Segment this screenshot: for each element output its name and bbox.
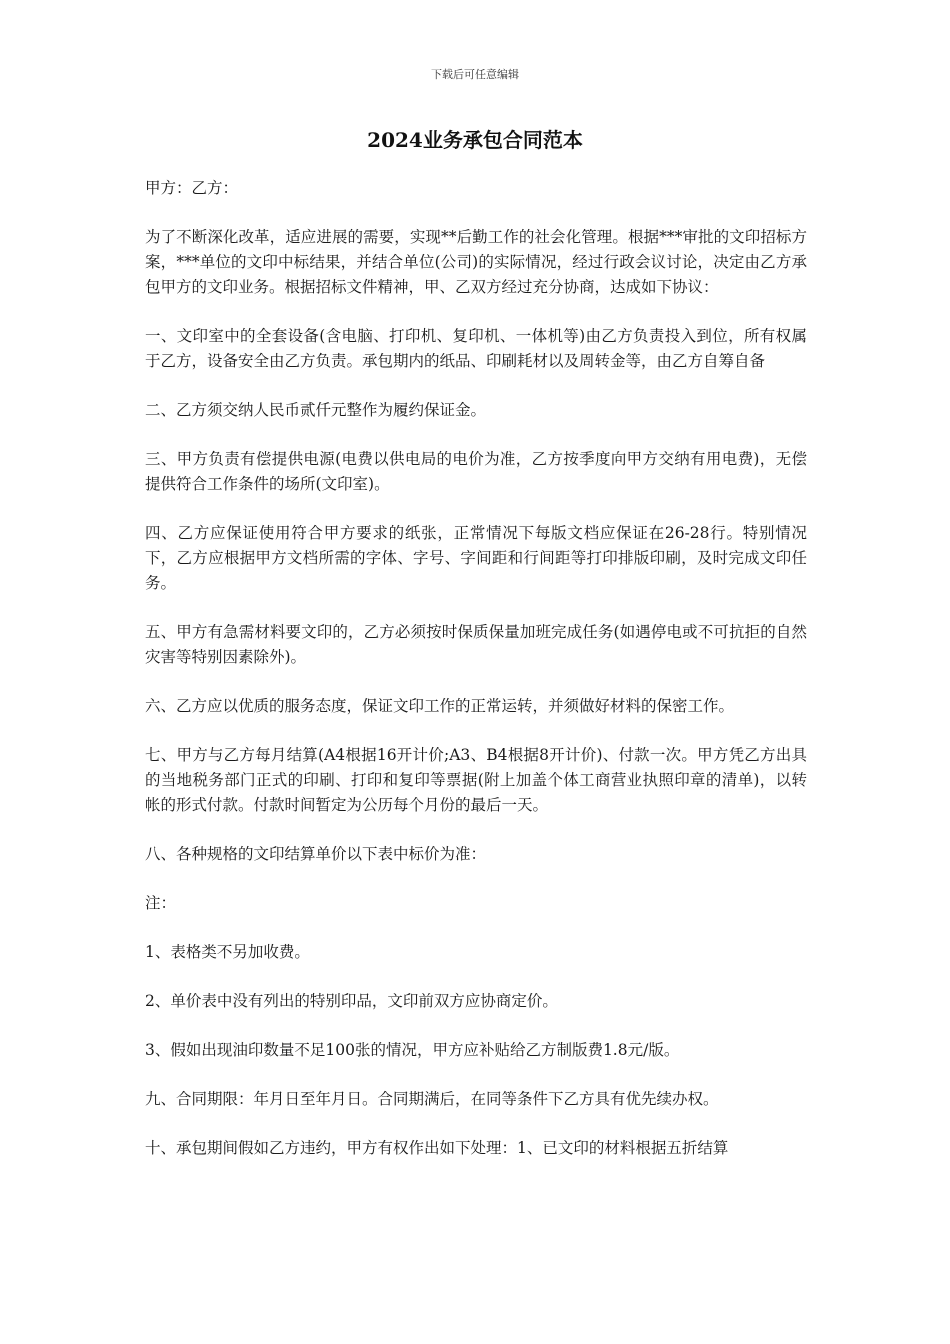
page-header-note: 下载后可任意编辑 <box>431 68 519 81</box>
document-title: 2024业务承包合同范本 <box>367 128 583 152</box>
clause-6: 六、乙方应以优质的服务态度，保证文印工作的正常运转，并须做好材料的保密工作。 <box>145 697 735 715</box>
clause-2: 二、乙方须交纳人民币贰仟元整作为履约保证金。 <box>145 401 487 419</box>
clause-5: 五、甲方有急需材料要文印的，乙方必须按时保质保量加班完成任务(如遇停电或不可抗拒的自然灾害等特别因素除外)。 <box>145 623 807 666</box>
note-label: 注： <box>145 894 177 912</box>
clause-8: 八、各种规格的文印结算单价以下表中标价为准： <box>145 845 487 863</box>
clause-4: 四、乙方应保证使用符合甲方要求的纸张，正常情况下每版文档应保证在26-28行。特别情况下，乙方应根据甲方文档所需的字体、字号、字间距和行间距等打印排版印刷，及时完成文印任务。 <box>145 524 807 592</box>
note-item-2: 2、单价表中没有列出的特别印品，文印前双方应协商定价。 <box>145 992 558 1010</box>
preamble-paragraph: 为了不断深化改革，适应进展的需要，实现**后勤工作的社会化管理。根据***审批的文印招标方案，***单位的文印中标结果，并结合单位(公司)的实际情况，经过行政会议讨论，决定由乙方承包甲方的文印业务。根据招标文件精神，甲、乙双方经过充分协商，达成如下协议： <box>145 228 807 296</box>
clause-10: 十、承包期间假如乙方违约，甲方有权作出如下处理：1、已文印的材料根据五折结算 <box>145 1139 729 1157</box>
clause-3: 三、甲方负责有偿提供电源(电费以供电局的电价为准，乙方按季度向甲方交纳有用电费)，无偿提供符合工作条件的场所(文印室)。 <box>145 450 807 493</box>
note-item-3: 3、假如出现油印数量不足100张的情况，甲方应补贴给乙方制版费1.8元/版。 <box>145 1041 680 1059</box>
party-line: 甲方：乙方： <box>145 179 239 197</box>
document-body <box>145 176 807 1185</box>
clause-9: 九、合同期限：年月日至年月日。合同期满后，在同等条件下乙方具有优先续办权。 <box>145 1090 719 1108</box>
note-item-1: 1、表格类不另加收费。 <box>145 943 310 961</box>
clause-1: 一、文印室中的全套设备(含电脑、打印机、复印机、一体机等)由乙方负责投入到位，所有权属于乙方，设备安全由乙方负责。承包期内的纸品、印刷耗材以及周转金等，由乙方自筹自备 <box>145 327 807 370</box>
clause-7: 七、甲方与乙方每月结算(A4根据16开计价;A3、B4根据8开计价)、付款一次。甲方凭乙方出具的当地税务部门正式的印刷、打印和复印等票据(附上加盖个体工商营业执照印章的清单)，以转帐的形式付款。付款时间暂定为公历每个月份的最后一天。 <box>145 746 807 814</box>
